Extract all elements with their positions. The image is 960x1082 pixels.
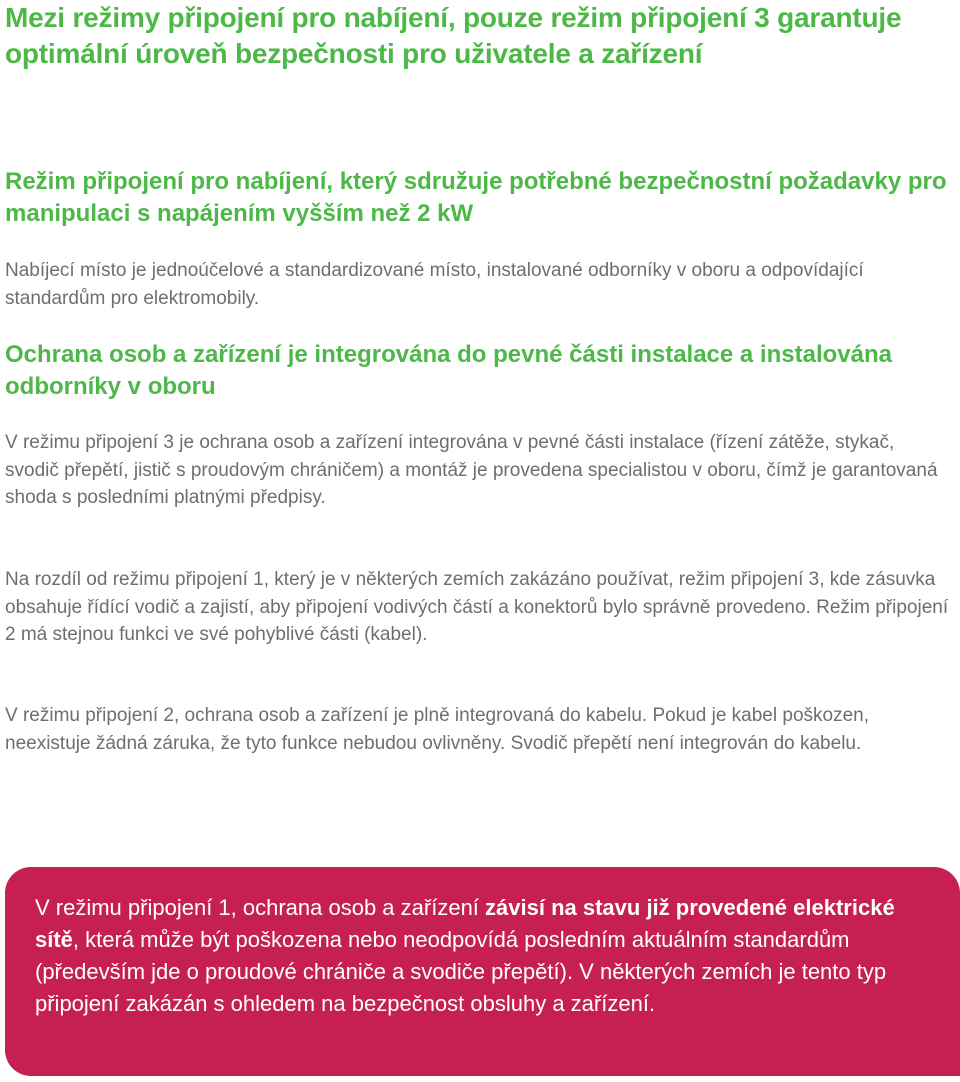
warning-callout-box: [5, 867, 960, 1076]
callout-text: [35, 892, 935, 1020]
page-title: Mezi režimy připojení pro nabíjení, pouze režim připojení 3 garantuje optimální úroveň bezpečnosti pro uživatele a zařízení: [5, 2, 902, 69]
section-paragraph-mode1-comparison: Na rozdíl od režimu připojení 1, který je v některých zemích zakázáno používat, režim připojení 3, kde zásuvka obsahuje řídící vodič a zajistí, aby připojení vodivých částí a konektorů bylo správně provedeno. Režim připojení 2 má stejnou funkci ve své pohyblivé části (kabel).: [5, 569, 949, 645]
section-paragraph-charging-point: Nabíjecí místo je jednoúčelové a standardizované místo, instalované odborníky v oboru a odpovídající standardům pro elektromobily.: [5, 260, 864, 309]
section-heading-charging-mode: Režim připojení pro nabíjení, který sdružuje potřebné bezpečnostní požadavky pro manipulaci s napájením vyšším než 2 kW: [5, 168, 947, 227]
section-paragraph-mode2: V režimu připojení 2, ochrana osob a zařízení je plně integrovaná do kabelu. Pokud je kabel poškozen, neexistuje žádná záruka, že tyto funkce nebudou ovlivněny. Svodič přepětí není integrován do kabelu.: [5, 705, 869, 754]
callout-text-end: , která může být poškozena nebo neodpovídá posledním aktuálním standardům (především jde o proudové chrániče a svodiče přepětí). V některých zemích je tento typ připojení zakázán s ohledem na bezpečnost obsluhy a zařízení.: [35, 927, 887, 1016]
callout-text-start: V režimu připojení 1, ochrana osob a zařízení: [35, 895, 486, 920]
section-heading-protection: Ochrana osob a zařízení je integrována do pevné části instalace a instalována odborníky v oboru: [5, 341, 892, 400]
section-paragraph-mode3: V režimu připojení 3 je ochrana osob a zařízení integrována v pevné části instalace (řízení zátěže, stykač, svodič přepětí, jistič s proudovým chráničem) a montáž je provedena specialistou v oboru, čímž je garantovaná shoda s posledními platnými předpisy.: [5, 432, 938, 508]
callout-text-bold: závisí na stavu již provedené elektrické sítě: [35, 895, 895, 952]
